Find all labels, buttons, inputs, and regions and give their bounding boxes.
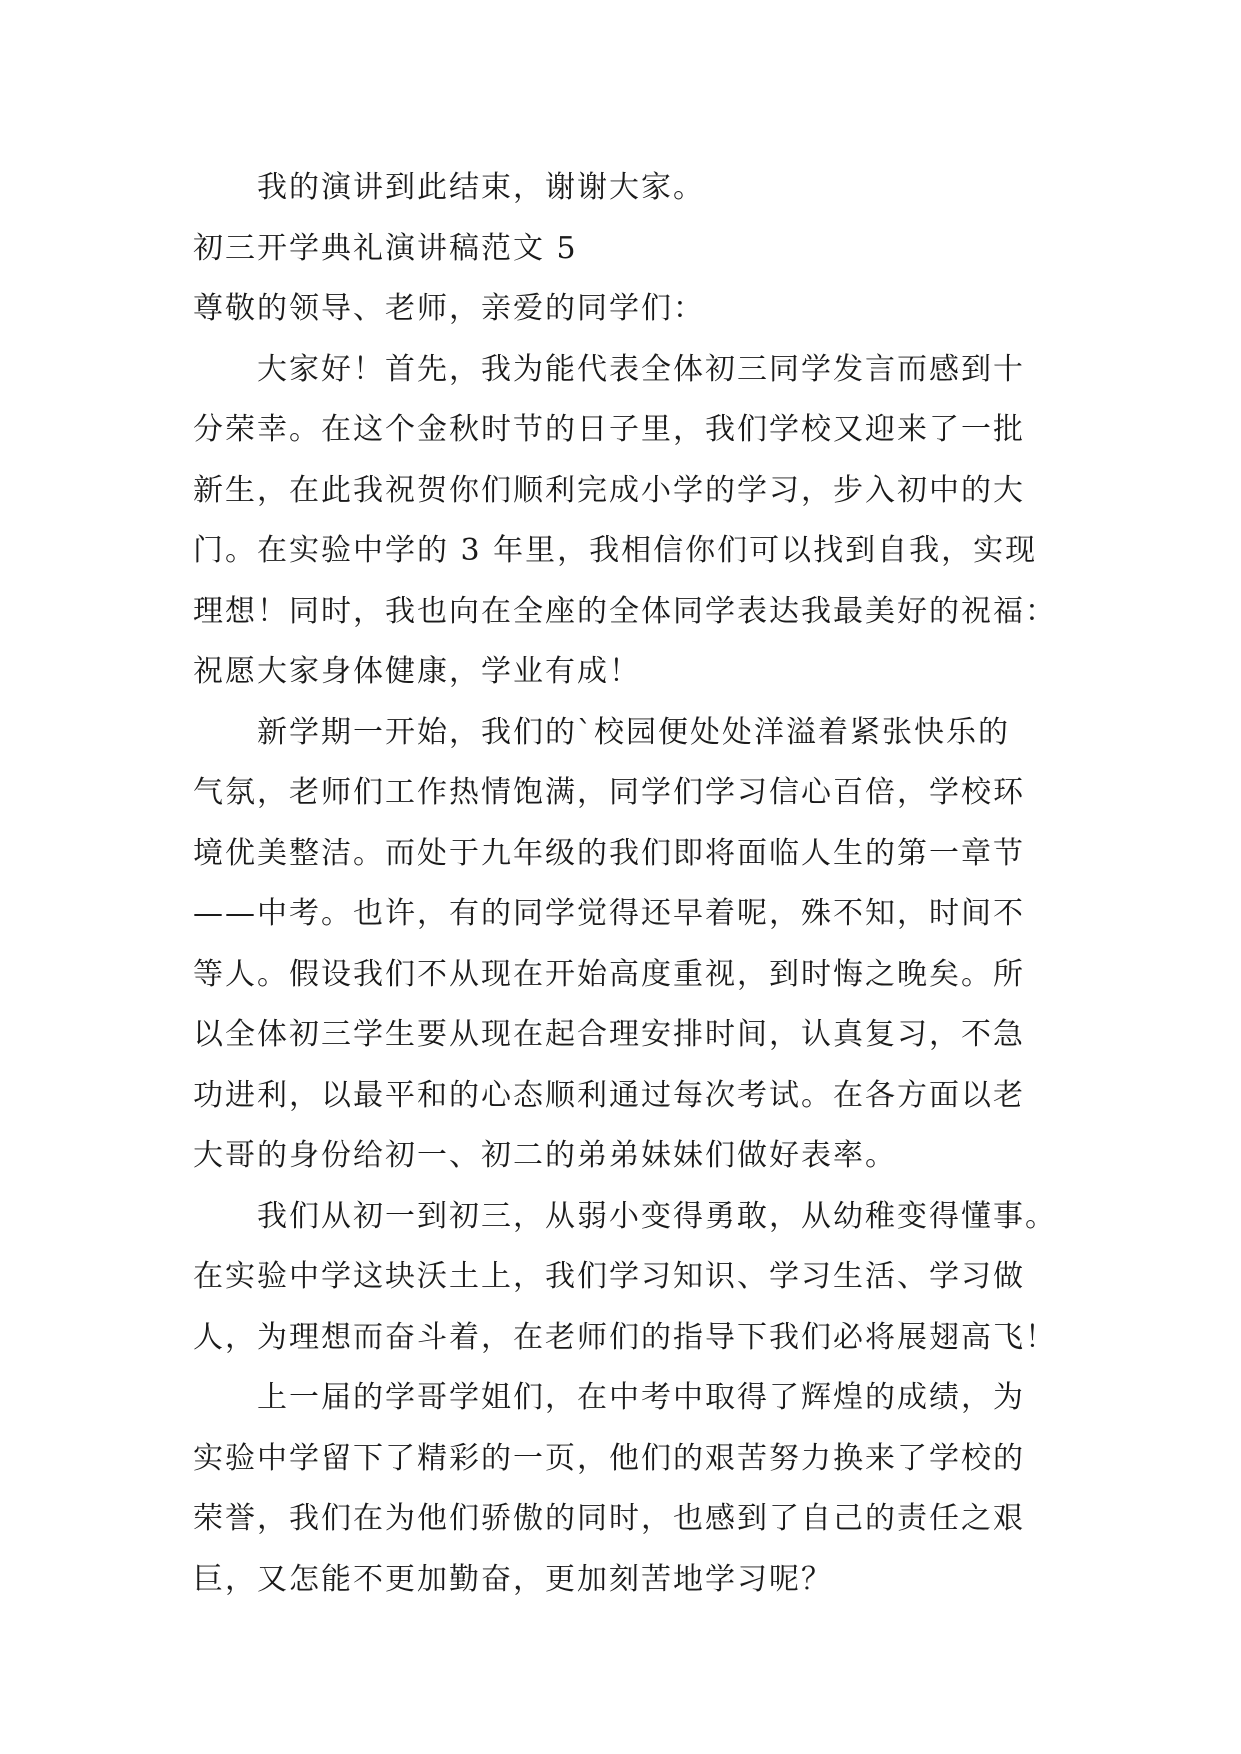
- document-body: [193, 158, 1063, 1610]
- salutation: 尊敬的领导、老师，亲爱的同学们：: [193, 291, 705, 326]
- paragraph-line: 人，为理想而奋斗着，在老师们的指导下我们必将展翅高飞！: [193, 1319, 1057, 1355]
- paragraph-line: 以全体初三学生要从现在起合理安排时间，认真复习，不急: [193, 1017, 1025, 1052]
- paragraph-line: 等人。假设我们不从现在开始高度重视，到时悔之晚矣。所: [193, 956, 1025, 992]
- paragraph-line: 大哥的身份给初一、初二的弟弟妹妹们做好表率。: [193, 1138, 897, 1173]
- section-title: 初三开学典礼演讲稿范文 5: [193, 230, 578, 266]
- paragraph-line: 实验中学留下了精彩的一页，他们的艰苦努力换来了学校的: [193, 1440, 1025, 1476]
- paragraph-line: 分荣幸。在这个金秋时节的日子里，我们学校又迎来了一批: [193, 412, 1025, 447]
- paragraph-line: 祝愿大家身体健康，学业有成！: [193, 654, 641, 689]
- paragraph-line: 新学期一开始，我们的`校园便处处洋溢着紧张快乐的: [257, 714, 1010, 750]
- paragraph-line: 巨，又怎能不更加勤奋，更加刻苦地学习呢？: [193, 1561, 833, 1597]
- paragraph-line: 大家好！首先，我为能代表全体初三同学发言而感到十: [257, 351, 1025, 387]
- paragraph-line: 功进利，以最平和的心态顺利通过每次考试。在各方面以老: [193, 1077, 1025, 1113]
- paragraph-line: 门。在实验中学的 3 年里，我相信你们可以找到自我，实现: [193, 533, 1038, 568]
- paragraph-line: 气氛，老师们工作热情饱满，同学们学习信心百倍，学校环: [193, 775, 1025, 810]
- closing-line: 我的演讲到此结束，谢谢大家。: [257, 170, 705, 205]
- paragraph-line: ——中考。也许，有的同学觉得还早着呢，殊不知，时间不: [193, 896, 1025, 931]
- paragraph-line: 新生，在此我祝贺你们顺利完成小学的学习，步入初中的大: [193, 472, 1025, 508]
- paragraph-line: 理想！同时，我也向在全座的全体同学表达我最美好的祝福：: [193, 593, 1057, 629]
- paragraph-line: 荣誉，我们在为他们骄傲的同时，也感到了自己的责任之艰: [193, 1501, 1025, 1536]
- paragraph-line: 在实验中学这块沃土上，我们学习知识、学习生活、学习做: [193, 1259, 1025, 1294]
- paragraph-line: 我们从初一到初三，从弱小变得勇敢，从幼稚变得懂事。: [257, 1198, 1057, 1234]
- paragraph-line: 上一届的学哥学姐们，在中考中取得了辉煌的成绩，为: [257, 1380, 1025, 1415]
- paragraph-line: 境优美整洁。而处于九年级的我们即将面临人生的第一章节: [193, 835, 1025, 871]
